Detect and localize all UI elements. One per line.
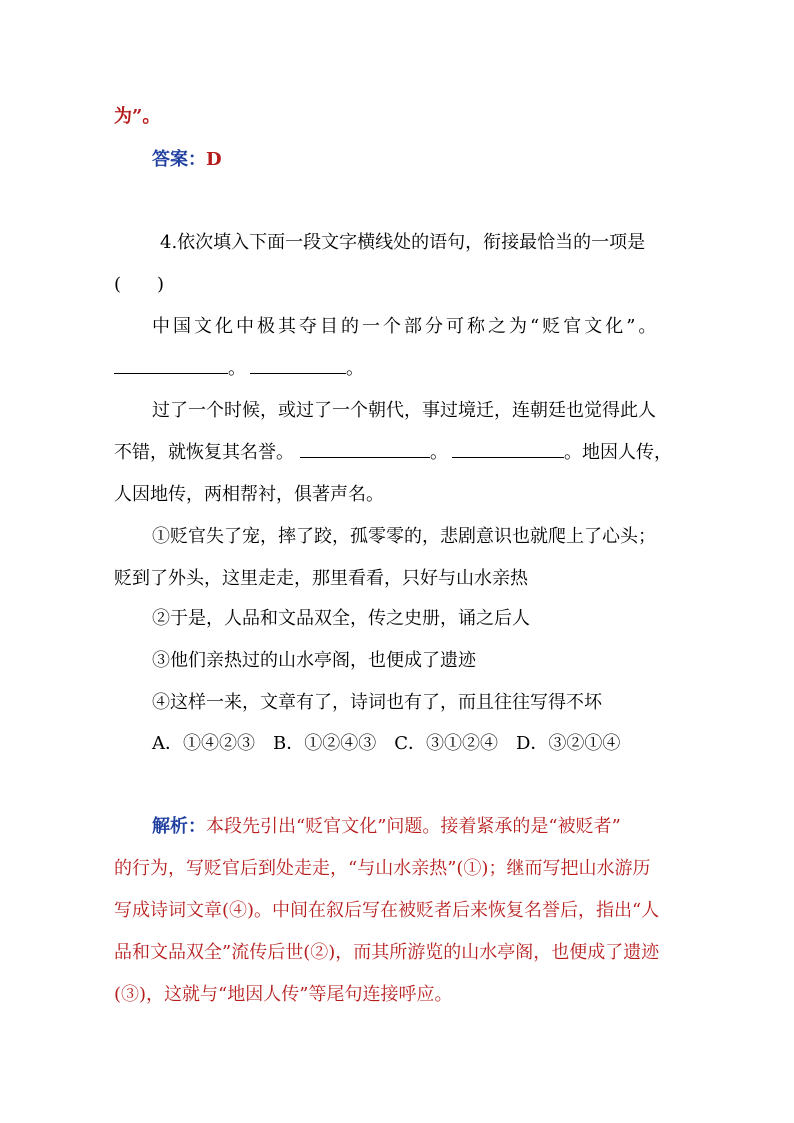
passage-line-1: 中国文化中极其夺目的一个部分可称之为“贬官文化”。 — [152, 316, 660, 337]
blank-1 — [114, 357, 228, 374]
item-4: ④这样一来，文章有了，诗词也有了，而且往往写得不坏 — [152, 692, 602, 713]
analysis-label: 解析： — [152, 816, 206, 837]
item-2: ②于是，人品和文品双全，传之史册，诵之后人 — [152, 608, 530, 629]
analysis-line-2: 的行为，写贬官后到处走走，“与山水亲热”(①)；继而写把山水游历 — [114, 858, 651, 879]
question-paren: ( ) — [114, 274, 165, 295]
blank-sep-3: 。 — [430, 442, 448, 463]
previous-answer — [152, 147, 222, 173]
passage-line-4 — [114, 440, 672, 466]
passage-line-3: 过了一个时候，或过了一个朝代，事过境迁，连朝廷也觉得此人 — [152, 400, 656, 421]
passage-text-restore: 不错，就恢复其名誉。 — [114, 442, 294, 463]
item-1: ①贬官失了宠，摔了跤，孤零零的，悲剧意识也就爬上了心头； — [152, 526, 656, 547]
passage-line-5: 人因地传，两相帮衬，俱著声名。 — [114, 484, 384, 505]
analysis-line-1 — [152, 814, 621, 840]
analysis-text-1: 本段先引出“贬官文化”问题。接着紧承的是“被贬者” — [206, 816, 621, 837]
answer-label: 答案： — [152, 149, 206, 170]
blank-4 — [452, 441, 564, 458]
answer-value: D — [206, 149, 222, 170]
blank-sep-1: 。 — [228, 358, 246, 379]
previous-question-tail: 为”。 — [114, 106, 161, 127]
analysis-line-4: 品和文品双全”流传后世(②)，而其所游览的山水亭阁，也便成了遗迹 — [114, 942, 660, 963]
blank-2 — [250, 357, 346, 374]
item-3: ③他们亲热过的山水亭阁，也便成了遗迹 — [152, 650, 476, 671]
question-stem: 4.依次填入下面一段文字横线处的语句，衔接最恰当的一项是 — [160, 232, 646, 253]
analysis-line-5: (③)，这就与“地因人传”等尾句连接呼应。 — [114, 984, 453, 1005]
item-1-cont: 贬到了外头，这里走走，那里看看，只好与山水亲热 — [114, 568, 528, 589]
blank-3 — [300, 441, 430, 458]
answer-options: A．①④②③ B．①②④③ C．③①②④ D．③②①④ — [152, 733, 621, 754]
passage-text-tail: 。地因人传， — [564, 442, 672, 463]
analysis-line-3: 写成诗词文章(④)。中间在叙后写在被贬者后来恢复名誉后，指出“人 — [114, 900, 660, 921]
passage-blanks-1 — [114, 356, 364, 382]
blank-sep-2: 。 — [346, 358, 364, 379]
